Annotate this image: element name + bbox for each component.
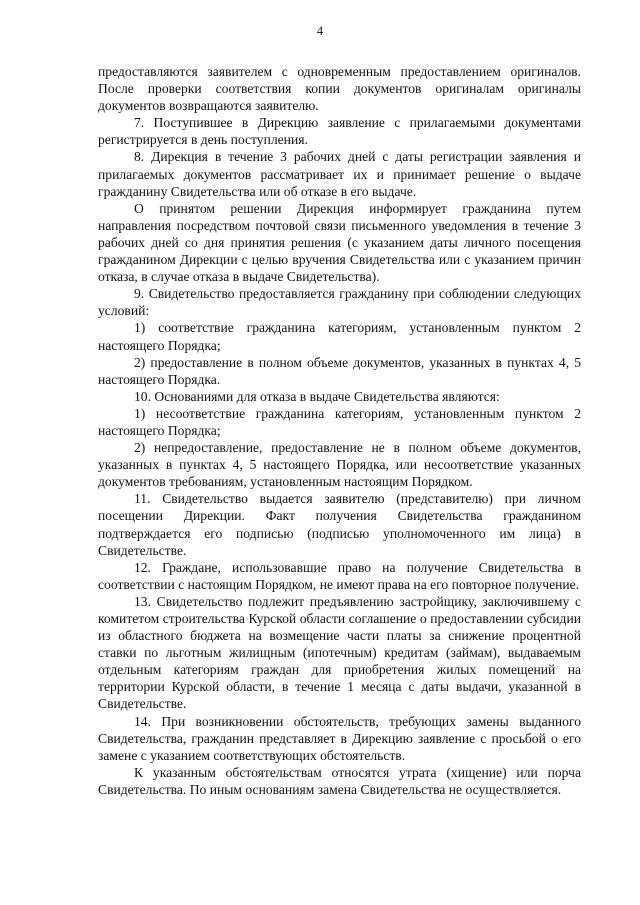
paragraph-refusal-1: 1) несоответствие гражданина категориям, установленным пунктом 2 настоящего Порядка; [98,405,581,438]
paragraph-item-10: 10. Основаниями для отказа в выдаче Свидетельства являются: [134,388,500,404]
document-body [98,63,581,798]
paragraph-item-9: 9. Свидетельство предоставляется гражданину при соблюдении следующих условий: [98,286,581,319]
paragraph-item-14: 14. При возникновении обстоятельств, требующих замены выданного Свидетельства, гражданин представляет в Дирекцию заявление с просьбой о его замене с указанием соответствующих обстоятельств. [98,713,581,763]
paragraph-notification: О принятом решении Дирекция информирует гражданина путем направления посредством почтовой связи письменного уведомления в течение 3 рабочих дней со дня принятия решения (с указанием даты личного посещения гражданином Дирекции с целью вручения Свидетельства или с указанием причин отказа, в случае отказа в выдаче Свидетельства). [98,200,581,285]
page-number: 4 [316,24,324,38]
paragraph-condition-2: 2) предоставление в полном объеме документов, указанных в пунктах 4, 5 настоящего Порядка. [98,354,581,387]
paragraph-continuation: предоставляются заявителем с одновременным предоставлением оригиналов. После проверки соответствия копии документов оригиналам оригиналы документов возвращаются заявителю. [98,64,581,114]
paragraph-replacement-grounds: К указанным обстоятельствам относятся утрата (хищение) или порча Свидетельства. По иным основаниям замена Свидетельства не осуществляется. [98,764,581,797]
paragraph-item-12: 12. Граждане, использовавшие право на получение Свидетельства в соответствии с настоящим Порядком, не имеют права на его повторное получение. [98,559,581,592]
paragraph-item-7: 7. Поступившее в Дирекцию заявление с прилагаемыми документами регистрируется в день поступления. [98,115,581,148]
paragraph-item-11: 11. Свидетельство выдается заявителю (представителю) при личном посещении Дирекции. Факт получения Свидетельства гражданином подтверждается его подписью (подписью уполномоченного им лица) в Свидетельстве. [98,491,581,558]
paragraph-item-13: 13. Свидетельство подлежит предъявлению застройщику, заключившему с комитетом строительства Курской области соглашение о предоставлении субсидии из областного бюджета на возмещение части платы за снижение процентной ставки по льготным жилищным (ипотечным) кредитам (займам), выдаваемым отдельным категориям граждан для приобретения жилых помещений на территории Курской области, в течение 1 месяца с даты выдачи, указанной в Свидетельстве. [98,593,581,712]
paragraph-refusal-2: 2) непредоставление, предоставление не в полном объеме документов, указанных в пунктах 4, 5 настоящего Порядка, или несоответствие указанных документов требованиям, установленным настоящим Порядком. [98,440,581,490]
paragraph-item-8: 8. Дирекция в течение 3 рабочих дней с даты регистрации заявления и прилагаемых документов рассматривает их и принимает решение о выдаче гражданину Свидетельства или об отказе в его выдаче. [98,149,581,199]
paragraph-condition-1: 1) соответствие гражданина категориям, установленным пунктом 2 настоящего Порядка; [98,320,581,353]
